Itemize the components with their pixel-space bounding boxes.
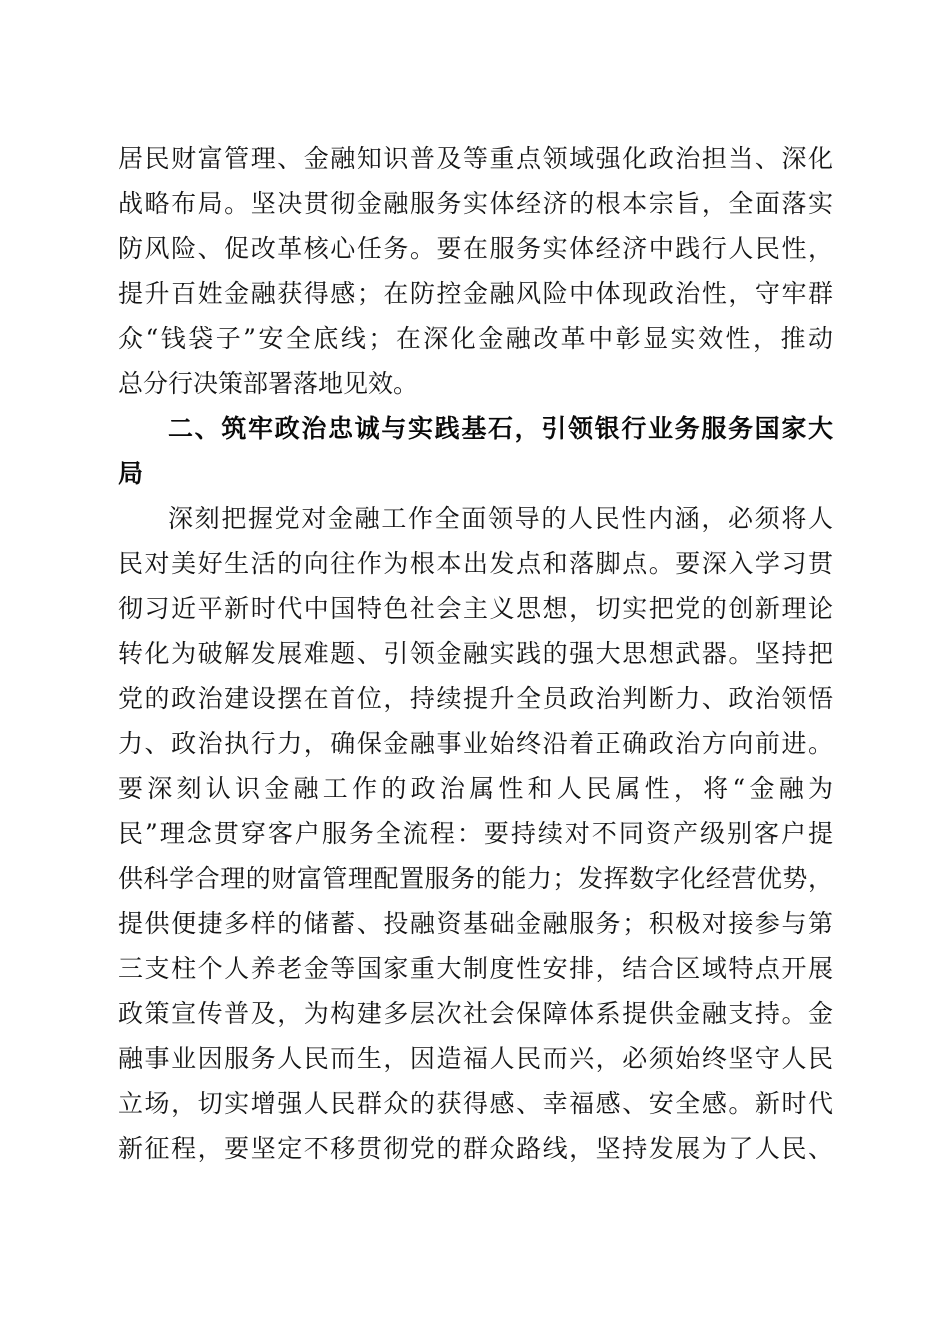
paragraph-line: 转化为破解发展难题、引领金融实践的强大思想武器。坚持把 — [118, 639, 833, 668]
paragraph-line: 居民财富管理、金融知识普及等重点领域强化政治担当、深化 — [118, 144, 833, 173]
section-heading — [118, 406, 833, 496]
heading-line: 二、筑牢政治忠诚与实践基石，引领银行业务服务国家大 — [168, 414, 833, 443]
paragraph-1 — [118, 136, 833, 406]
paragraph-line: 党的政治建设摆在首位，持续提升全员政治判断力、政治领悟 — [118, 684, 833, 713]
paragraph-line: 深刻把握党对金融工作全面领导的人民性内涵，必须将人 — [168, 504, 833, 533]
paragraph-line: 融事业因服务人民而生，因造福人民而兴，必须始终坚守人民 — [118, 1044, 833, 1073]
paragraph-line: 新征程，要坚定不移贯彻党的群众路线，坚持发展为了人民、 — [118, 1134, 833, 1163]
paragraph-2 — [118, 496, 833, 1171]
paragraph-line: 战略布局。坚决贯彻金融服务实体经济的根本宗旨，全面落实 — [118, 189, 833, 218]
paragraph-line: 民对美好生活的向往作为根本出发点和落脚点。要深入学习贯 — [118, 549, 833, 578]
paragraph-line: 提供便捷多样的储蓄、投融资基础金融服务；积极对接参与第 — [118, 909, 833, 938]
paragraph-line: 立场，切实增强人民群众的获得感、幸福感、安全感。新时代 — [118, 1089, 833, 1118]
heading-line: 局 — [118, 459, 144, 488]
paragraph-line: 总分行决策部署落地见效。 — [118, 369, 419, 398]
paragraph-line: 要深刻认识金融工作的政治属性和人民属性，将“金融为 — [118, 774, 833, 803]
paragraph-line: 提升百姓金融获得感；在防控金融风险中体现政治性，守牢群 — [118, 279, 833, 308]
paragraph-line: 力、政治执行力，确保金融事业始终沿着正确政治方向前进。 — [118, 729, 833, 758]
paragraph-line: 三支柱个人养老金等国家重大制度性安排，结合区域特点开展 — [118, 954, 833, 983]
paragraph-line: 防风险、促改革核心任务。要在服务实体经济中践行人民性， — [118, 234, 833, 263]
paragraph-line: 彻习近平新时代中国特色社会主义思想，切实把党的创新理论 — [118, 594, 833, 623]
paragraph-line: 民”理念贯穿客户服务全流程：要持续对不同资产级别客户提 — [118, 819, 833, 848]
paragraph-line: 众“钱袋子”安全底线；在深化金融改革中彰显实效性，推动 — [118, 324, 833, 353]
paragraph-line: 供科学合理的财富管理配置服务的能力；发挥数字化经营优势， — [118, 864, 833, 893]
paragraph-line: 政策宣传普及，为构建多层次社会保障体系提供金融支持。金 — [118, 999, 833, 1028]
